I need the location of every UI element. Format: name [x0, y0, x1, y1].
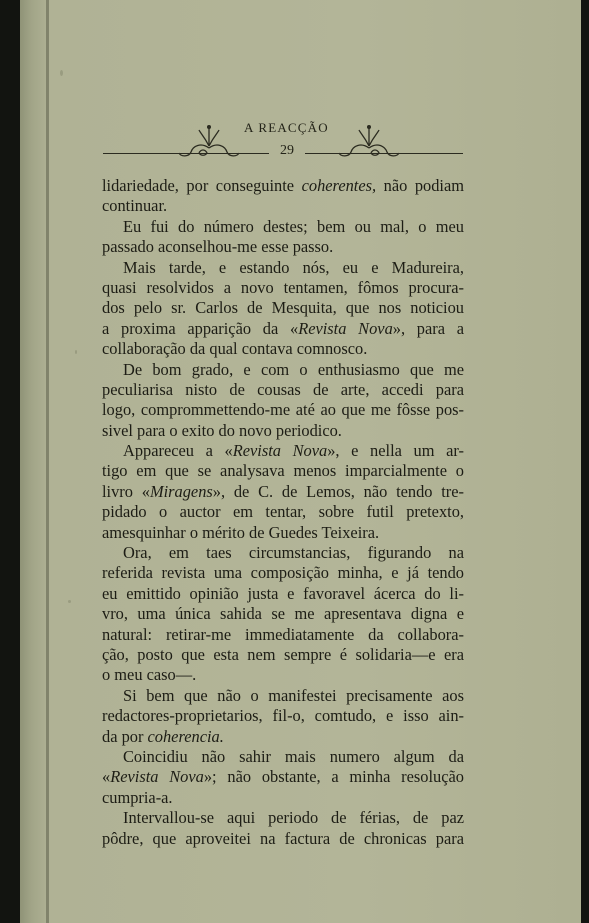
header-rule-left: [103, 153, 269, 154]
text-run: o meu caso—.: [102, 665, 197, 685]
text-run: sivel para o exito do novo periodico.: [102, 420, 342, 440]
text-run: «: [102, 767, 111, 787]
text-run: », de C. de Lemos, não tendo tre-: [212, 481, 464, 501]
text-line: [102, 298, 464, 318]
italic-text: Revista Nova: [298, 318, 393, 338]
text-line: [102, 482, 464, 502]
text-run: livro «: [102, 481, 150, 501]
text-run: Coincidiu não sahir mais numero algum da: [123, 746, 464, 766]
text-run: referida revista uma composição minha, e já tendo: [102, 563, 464, 583]
text-line: [102, 217, 464, 237]
text-line: [102, 502, 464, 522]
italic-text: Revista Nova: [110, 767, 204, 787]
paper-stain: [75, 350, 77, 354]
text-line: [102, 258, 464, 278]
text-line: [102, 686, 464, 706]
text-run: vro, uma única sahida se me apresentava digna e: [102, 604, 464, 624]
page-gutter: [46, 0, 49, 923]
text-run: Intervallou-se aqui periodo de férias, de paz: [123, 808, 464, 828]
text-run: Appareceu a «: [123, 441, 233, 461]
text-line: [102, 237, 464, 257]
running-title: A REACÇÃO: [244, 120, 329, 135]
text-line: [102, 645, 464, 665]
italic-text: Revista Nova: [232, 441, 328, 461]
paper-stain: [60, 70, 63, 76]
text-run: tigo em que se analysava menos imparcialmente o: [102, 461, 464, 481]
text-run: De bom grado, e com o enthusiasmo que me: [123, 359, 464, 379]
text-line: [102, 196, 464, 216]
text-line: [102, 767, 464, 787]
paper-stain: [68, 600, 71, 603]
text-line: [102, 461, 464, 481]
text-line: [102, 706, 464, 726]
italic-text: Miragens: [149, 481, 213, 501]
text-run: cumpria-a.: [102, 787, 173, 807]
text-line: [102, 584, 464, 604]
text-line: [102, 441, 464, 461]
text-run: pôdre, que aproveitei na factura de chronicas para: [102, 828, 464, 848]
text-run: », e nella um ar-: [327, 441, 464, 461]
text-run: Eu fui do número destes; bem ou mal, o meu: [123, 216, 464, 236]
text-run: », para a: [392, 318, 464, 338]
text-line: [102, 665, 464, 685]
text-run: dos pelo sr. Carlos de Mesquita, que nos noticiou: [102, 298, 464, 318]
text-line: [102, 339, 464, 359]
text-run: da por: [102, 726, 148, 746]
text-line: [102, 400, 464, 420]
text-run: continuar.: [102, 196, 168, 216]
text-run: a proxima apparição da «: [102, 318, 299, 338]
text-line: [102, 788, 464, 808]
text-run: Mais tarde, e estando nós, eu e Madureira,: [123, 257, 464, 277]
text-line: [102, 278, 464, 298]
text-run: natural: retirar-me immediatamente da collabora-: [102, 624, 464, 644]
text-run: collaboração da qual contava comnosco.: [102, 339, 368, 359]
text-line: [102, 360, 464, 380]
italic-text: coherencia.: [147, 726, 224, 746]
text-run: amesquinhar o mérito de Guedes Teixeira.: [102, 522, 380, 542]
page-header: [103, 116, 463, 162]
text-run: pidado o auctor em tentar, sobre futil pretexto,: [102, 502, 464, 522]
text-run: não podiam: [376, 176, 464, 195]
text-run: redactores-proprietarios, fil-o, comtudo, e isso ain-: [102, 706, 464, 726]
text-line: [102, 176, 464, 196]
header-rule-right: [305, 153, 463, 154]
text-run: logo, comprommettendo-me até ao que me fôsse pos-: [102, 400, 464, 420]
body-text: [102, 176, 464, 849]
text-line: [102, 829, 464, 849]
text-line: [102, 625, 464, 645]
text-run: ção, posto que esta nem sempre é solidaria—e era: [102, 644, 464, 664]
text-line: [102, 563, 464, 583]
page-number: 29: [280, 143, 294, 158]
text-run: eu emittido opinião justa e favoravel ácerca do li-: [102, 583, 464, 603]
text-line: [102, 727, 464, 747]
text-run: passado aconselhou-me esse passo.: [102, 237, 334, 257]
italic-text: coherentes,: [301, 176, 377, 195]
text-run: peculiarisa nisto de cousas de arte, accedi para: [102, 379, 464, 399]
text-line: [102, 747, 464, 767]
text-run: lidariedade, por conseguinte: [102, 176, 302, 195]
text-run: Si bem que não o manifestei precisamente aos: [123, 685, 464, 705]
text-line: [102, 523, 464, 543]
text-line: [102, 604, 464, 624]
text-line: [102, 421, 464, 441]
text-line: [102, 380, 464, 400]
text-run: »; não obstante, a minha resolução: [203, 767, 464, 787]
text-line: [102, 319, 464, 339]
text-line: [102, 808, 464, 828]
text-run: Ora, em taes circumstancias, figurando na: [123, 543, 464, 563]
text-line: [102, 543, 464, 563]
text-run: quasi resolvidos a novo tentamen, fômos procura-: [102, 277, 464, 297]
